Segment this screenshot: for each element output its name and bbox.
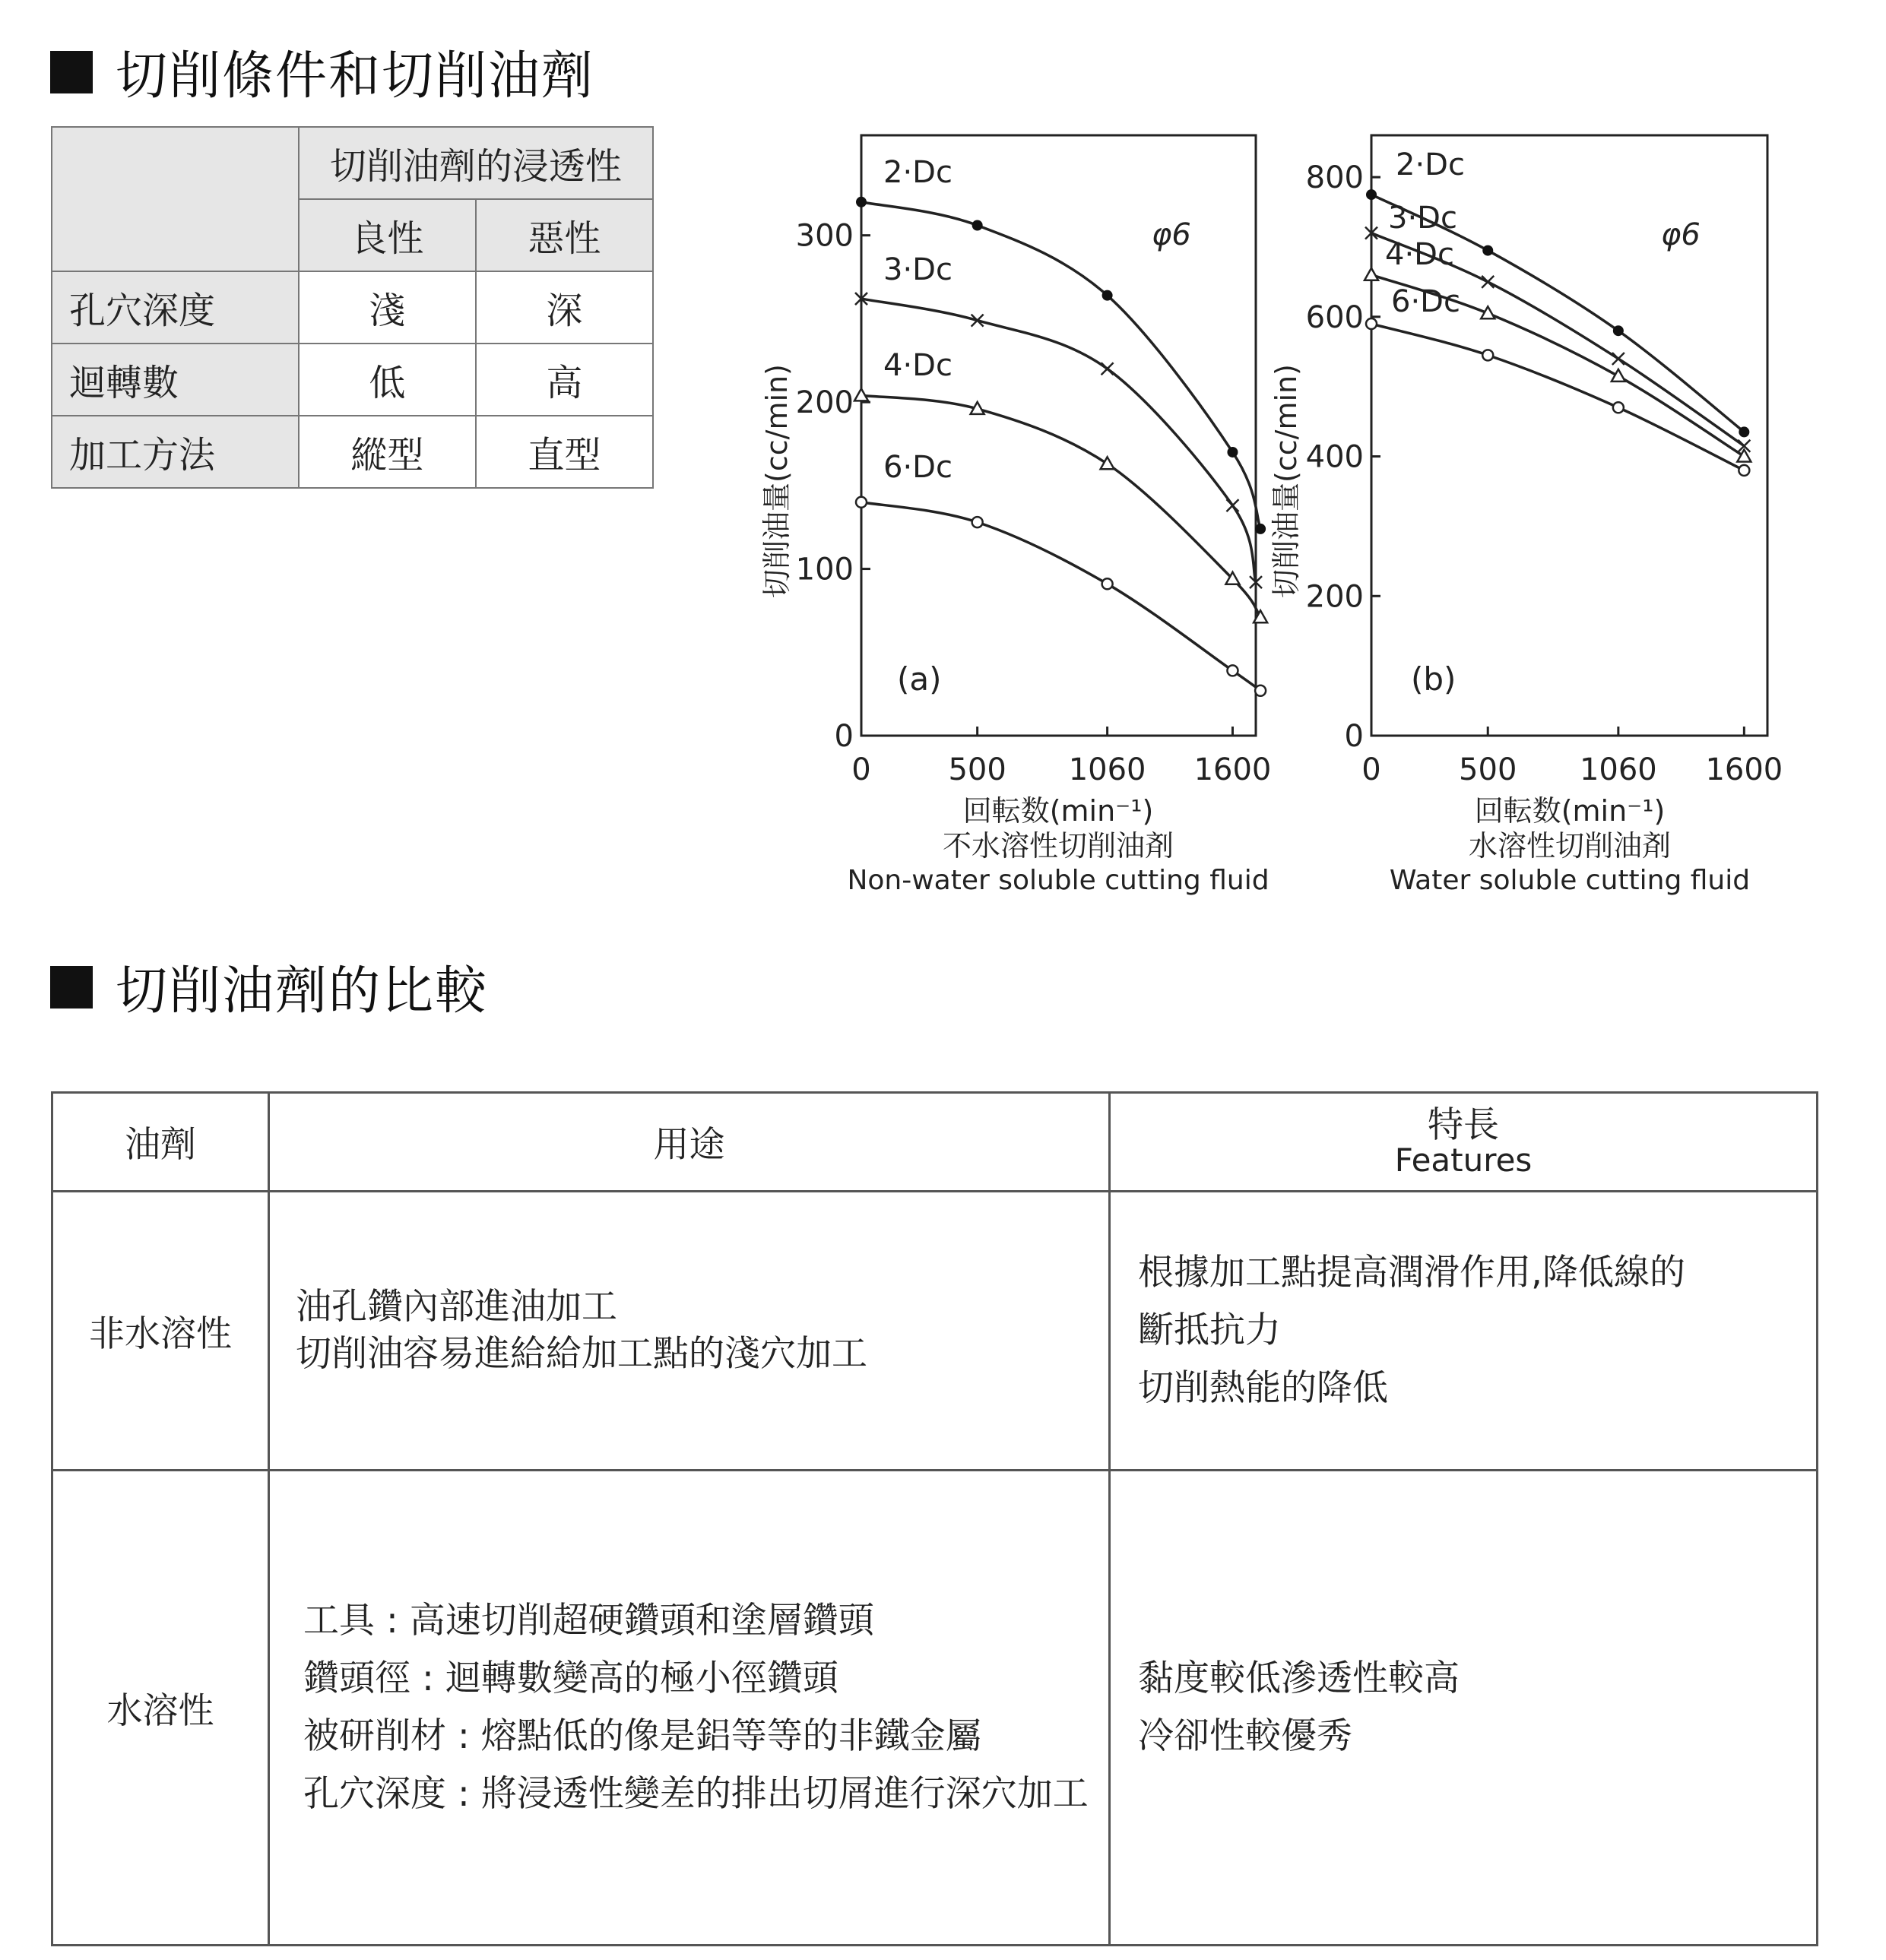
x-tick-label: 1060 xyxy=(1579,752,1657,787)
diameter-annotation: φ6 xyxy=(1152,217,1191,252)
section-title: 切削油劑的比較 xyxy=(116,961,489,1021)
y-tick-label: 600 xyxy=(1305,299,1364,335)
x-tick-label: 500 xyxy=(1459,752,1517,787)
data-point xyxy=(1227,447,1238,458)
feature-cell xyxy=(1110,1471,1818,1946)
feature-line: 根據加工點提高潤滑作用,降低線的 xyxy=(1138,1252,1685,1293)
y-tick-label: 200 xyxy=(795,385,854,421)
data-point xyxy=(1255,524,1266,534)
penetration-header: 切削油劑的浸透性 xyxy=(299,127,653,199)
oil-flow-charts xyxy=(0,0,1886,897)
x-axis-label: 回転数(min⁻¹) xyxy=(1474,794,1666,828)
data-point xyxy=(1226,499,1238,511)
bad-header: 惡性 xyxy=(476,199,653,271)
series-label: 2·Dc xyxy=(883,155,953,190)
series-line xyxy=(861,299,1256,582)
x-axis-label: 回転数(min⁻¹) xyxy=(962,794,1154,828)
series-label: 6·Dc xyxy=(883,450,953,485)
table-row xyxy=(52,1192,1818,1471)
y-tick-label: 200 xyxy=(1305,579,1364,615)
y-tick-label: 300 xyxy=(795,218,854,254)
data-point xyxy=(1227,665,1238,676)
data-point xyxy=(1365,268,1378,280)
series-line xyxy=(861,395,1260,617)
series-label: 3·Dc xyxy=(1388,201,1457,236)
good-cell: 淺 xyxy=(299,271,476,344)
data-point xyxy=(1101,457,1114,469)
section-heading-comparison xyxy=(50,950,488,1024)
data-point xyxy=(1739,426,1749,437)
data-point xyxy=(856,197,867,207)
x-tick-label: 1600 xyxy=(1705,752,1783,787)
data-point xyxy=(1482,276,1494,288)
use-line: 鑽頭徑 : 迴轉數變高的極小徑鑽頭 xyxy=(303,1658,838,1699)
y-tick-label: 0 xyxy=(834,719,854,754)
header-row xyxy=(52,1093,1818,1192)
good-cell: 縱型 xyxy=(299,416,476,488)
oil-type: 水溶性 xyxy=(52,1471,269,1946)
data-point xyxy=(1482,245,1493,256)
caption-zh: 水溶性切削油剤 xyxy=(1468,829,1672,863)
data-point xyxy=(1482,350,1493,360)
use-line: 孔穴深度 : 將浸透性變差的排出切屑進行深穴加工 xyxy=(303,1773,1089,1815)
oil-header: 油劑 xyxy=(52,1093,269,1192)
caption-en: Water soluble cutting fluid xyxy=(1389,865,1751,896)
data-point xyxy=(1612,353,1624,365)
data-point xyxy=(1255,686,1266,696)
series-label: 2·Dc xyxy=(1396,147,1465,182)
use-line: 工具 : 高速切削超硬鑽頭和塗層鑽頭 xyxy=(303,1600,874,1642)
panel-label: (a) xyxy=(897,660,942,698)
feature-line: 冷卻性較優秀 xyxy=(1138,1715,1352,1757)
feature-line: 斷抵抗力 xyxy=(1138,1309,1281,1351)
section-title: 切削條件和切削油劑 xyxy=(116,46,595,106)
data-point xyxy=(1613,325,1624,336)
data-point xyxy=(1102,290,1113,301)
good-cell: 低 xyxy=(299,344,476,416)
use-cell xyxy=(269,1192,1110,1471)
data-point xyxy=(1101,363,1114,375)
use-cell xyxy=(269,1471,1110,1946)
caption-en: Non-water soluble cutting fluid xyxy=(847,865,1269,896)
use-line: 油孔鑽內部進油加工 xyxy=(296,1286,617,1328)
y-axis-label: 切削油量(cc/min) xyxy=(760,364,794,598)
data-point xyxy=(972,517,983,527)
features-header-en: Features xyxy=(1394,1141,1533,1179)
feature-line: 黏度較低滲透性較高 xyxy=(1138,1658,1460,1699)
series-label: 4·Dc xyxy=(883,348,953,383)
y-tick-label: 800 xyxy=(1305,160,1364,196)
data-point xyxy=(1613,402,1624,413)
y-tick-label: 400 xyxy=(1305,439,1364,475)
diameter-annotation: φ6 xyxy=(1661,217,1701,252)
good-header: 良性 xyxy=(299,199,476,271)
series-label: 4·Dc xyxy=(1385,237,1454,272)
series-label: 6·Dc xyxy=(1391,284,1460,319)
row-label: 加工方法 xyxy=(52,416,299,488)
x-tick-label: 500 xyxy=(948,752,1006,787)
y-tick-label: 100 xyxy=(795,552,854,587)
features-header-zh: 特長 xyxy=(1428,1103,1499,1146)
bad-cell: 高 xyxy=(476,344,653,416)
black-square-icon xyxy=(50,966,93,1008)
data-point xyxy=(1366,318,1377,329)
x-tick-label: 0 xyxy=(851,752,871,787)
feature-cell xyxy=(1110,1192,1818,1471)
bad-cell: 深 xyxy=(476,271,653,344)
x-tick-label: 1060 xyxy=(1068,752,1146,787)
use-line: 被研削材 : 熔點低的像是鋁等等的非鐵金屬 xyxy=(303,1715,981,1757)
series-label: 3·Dc xyxy=(883,252,953,287)
data-point xyxy=(1366,189,1377,200)
data-point xyxy=(972,220,983,231)
y-axis-label: 切削油量(cc/min) xyxy=(1269,364,1303,598)
use-line: 切削油容易進給給加工點的淺穴加工 xyxy=(296,1333,867,1375)
caption-zh: 不水溶性切削油剤 xyxy=(942,829,1174,863)
row-label: 孔穴深度 xyxy=(52,271,299,344)
y-tick-label: 0 xyxy=(1344,719,1364,754)
features-header xyxy=(1110,1093,1818,1192)
oil-type: 非水溶性 xyxy=(52,1192,269,1471)
feature-line: 切削熱能的降低 xyxy=(1138,1367,1388,1409)
use-header: 用途 xyxy=(269,1093,1110,1192)
data-point xyxy=(856,497,867,508)
bad-cell: 直型 xyxy=(476,416,653,488)
x-tick-label: 0 xyxy=(1361,752,1381,787)
data-point xyxy=(1739,465,1749,476)
x-tick-label: 1600 xyxy=(1193,752,1272,787)
panel-label: (b) xyxy=(1411,660,1456,698)
comparison-table xyxy=(51,1091,1818,1946)
data-point xyxy=(1612,369,1625,382)
table-row xyxy=(52,1471,1818,1946)
data-point xyxy=(1102,578,1113,589)
row-label: 迴轉數 xyxy=(52,344,299,416)
